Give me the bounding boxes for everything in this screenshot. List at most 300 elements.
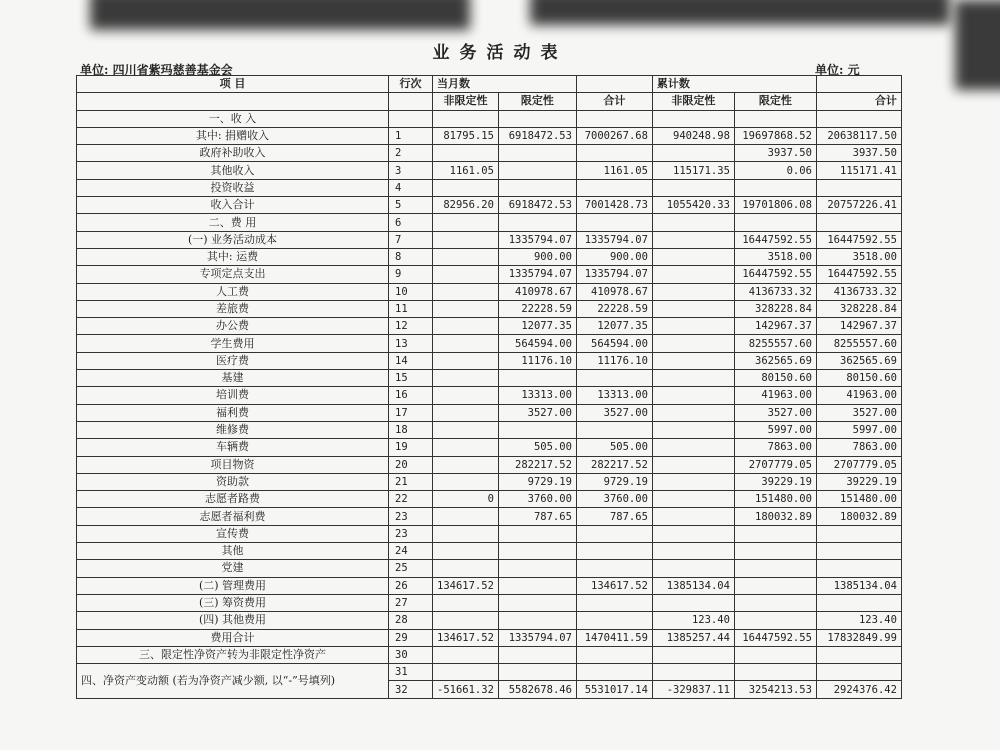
row-line-number: 7 [389,231,433,248]
cell-month-total: 134617.52 [576,577,652,594]
row-line-number: 21 [389,473,433,490]
cell-month-unrestricted [433,560,499,577]
cell-cum-total: 7863.00 [816,439,901,456]
cell-cum-restricted: 362565.69 [734,352,816,369]
row-item-label: 人工费 [77,283,389,300]
row-item-label: 二、费 用 [77,214,389,231]
cell-cum-total: 142967.37 [816,318,901,335]
row-line-number: 9 [389,266,433,283]
row-item-label: 其中: 捐赠收入 [77,127,389,144]
table-row [77,283,902,300]
row-line-number: 11 [389,300,433,317]
table-row [77,352,902,369]
cell-cum-unrestricted [652,387,734,404]
organization-label: 单位: 四川省紫玛慈善基金会 [80,63,233,77]
table-row [77,145,902,162]
header-cum-total: 合计 [816,93,901,110]
cell-cum-unrestricted [652,300,734,317]
cell-month-total: 410978.67 [576,283,652,300]
row-line-number: 14 [389,352,433,369]
cell-month-restricted [498,594,576,611]
cell-cum-unrestricted: 1055420.33 [652,197,734,214]
row-item-label: 资助款 [77,473,389,490]
row-item-label: (一) 业务活动成本 [77,231,389,248]
cell-cum-total: 41963.00 [816,387,901,404]
row-item-label: 其他 [77,543,389,560]
cell-cum-total [816,110,901,127]
cell-month-total: 7001428.73 [576,197,652,214]
cell-cum-restricted [734,577,816,594]
table-row [77,525,902,542]
cell-cum-unrestricted [652,248,734,265]
row-line-number: 1 [389,127,433,144]
cell-cum-unrestricted: 1385257.44 [652,629,734,646]
table-row [77,162,902,179]
cell-month-total [576,421,652,438]
table-row [77,127,902,144]
cell-cum-unrestricted [652,404,734,421]
header-month-total: 合计 [576,93,652,110]
table-row [77,473,902,490]
cell-month-total: 505.00 [576,439,652,456]
cell-month-unrestricted [433,231,499,248]
cell-cum-restricted [734,525,816,542]
cell-cum-restricted: 4136733.32 [734,283,816,300]
cell-cum-unrestricted: 123.40 [652,612,734,629]
cell-cum-unrestricted [652,335,734,352]
cell-cum-restricted: 3518.00 [734,248,816,265]
cell-month-total: 1161.05 [576,162,652,179]
row-line-number: 16 [389,387,433,404]
cell-month-unrestricted [433,404,499,421]
cell-month-unrestricted [433,110,499,127]
cell-cum-unrestricted [652,508,734,525]
cell-month-restricted: 3527.00 [498,404,576,421]
cell-cum-unrestricted [652,214,734,231]
row-line-number [389,110,433,127]
cell-month-total: 22228.59 [576,300,652,317]
table-row [77,421,902,438]
row-line-number: 10 [389,283,433,300]
cell-month-restricted [498,612,576,629]
cell-month-total: 12077.35 [576,318,652,335]
cell-cum-unrestricted [652,646,734,663]
cell-month-total [576,612,652,629]
cell-cum-total: 1385134.04 [816,577,901,594]
cell-month-restricted: 564594.00 [498,335,576,352]
table-row [77,629,902,646]
cell-month-total: 1335794.07 [576,231,652,248]
row-item-label: 办公费 [77,318,389,335]
cell-cum-total: 20757226.41 [816,197,901,214]
cell-month-total: 282217.52 [576,456,652,473]
header-month: 当月数 [433,76,499,93]
cell-month-restricted: 505.00 [498,439,576,456]
cell-month-restricted [498,370,576,387]
cell-cum-restricted: 19701806.08 [734,197,816,214]
cell-cum-unrestricted [652,145,734,162]
cell-cum-total: 123.40 [816,612,901,629]
cell-month-restricted [498,525,576,542]
cell-month-unrestricted [433,508,499,525]
cell-month-unrestricted: 81795.15 [433,127,499,144]
cell-month-unrestricted [433,145,499,162]
cell-month-unrestricted [433,266,499,283]
cell-cum-total [816,646,901,663]
cell-month-unrestricted [433,352,499,369]
cell-month-total [576,594,652,611]
cell-month-restricted [498,145,576,162]
business-activity-table [76,75,902,699]
cell-month-unrestricted: -51661.32 [433,681,499,698]
cell-cum-total: 3518.00 [816,248,901,265]
table-row [77,197,902,214]
cell-month-unrestricted [433,473,499,490]
cell-cum-total: 80150.60 [816,370,901,387]
cell-cum-restricted: 19697868.52 [734,127,816,144]
row-line-number: 8 [389,248,433,265]
cell-month-total [576,560,652,577]
cell-cum-total [816,179,901,196]
cell-cum-total: 5997.00 [816,421,901,438]
cell-month-total [576,179,652,196]
row-item-label: 差旅费 [77,300,389,317]
row-line-number: 3 [389,162,433,179]
cell-cum-total: 16447592.55 [816,231,901,248]
row-item-label: 收入合计 [77,197,389,214]
cell-month-unrestricted: 0 [433,491,499,508]
row-item-label: (三) 筹资费用 [77,594,389,611]
cell-cum-total: 328228.84 [816,300,901,317]
cell-month-restricted: 6918472.53 [498,197,576,214]
cell-cum-unrestricted: 115171.35 [652,162,734,179]
cell-cum-total [816,594,901,611]
page-title: 业务活动表 [432,43,568,63]
cell-month-restricted [498,577,576,594]
cell-month-restricted [498,162,576,179]
row-line-number: 6 [389,214,433,231]
table-row-net-change [77,664,902,681]
row-item-label: 宣传费 [77,525,389,542]
cell-month-restricted: 1335794.07 [498,231,576,248]
cell-cum-unrestricted [652,525,734,542]
row-line-number: 12 [389,318,433,335]
cell-month-restricted: 282217.52 [498,456,576,473]
table-row [77,110,902,127]
cell-cum-restricted: 2707779.05 [734,456,816,473]
row-line-number: 13 [389,335,433,352]
cell-month-total: 900.00 [576,248,652,265]
cell-cum-total: 180032.89 [816,508,901,525]
cell-cum-restricted: 3254213.53 [734,681,816,698]
cell-cum-total: 16447592.55 [816,266,901,283]
cell-month-total: 5531017.14 [576,681,652,698]
table-row [77,594,902,611]
table-row [77,300,902,317]
row-line-number: 23 [389,508,433,525]
table-row [77,577,902,594]
cell-cum-total: 2707779.05 [816,456,901,473]
row-item-label: 学生费用 [77,335,389,352]
cell-cum-restricted: 16447592.55 [734,231,816,248]
cell-month-unrestricted [433,335,499,352]
cell-month-unrestricted [433,646,499,663]
cell-cum-restricted: 5997.00 [734,421,816,438]
cell-cum-restricted [734,543,816,560]
cell-cum-total: 115171.41 [816,162,901,179]
cell-month-restricted: 13313.00 [498,387,576,404]
cell-cum-total [816,214,901,231]
cell-cum-unrestricted [652,456,734,473]
table-row [77,646,902,663]
row-line-number: 5 [389,197,433,214]
cell-cum-unrestricted: -329837.11 [652,681,734,698]
cell-cum-total: 3937.50 [816,145,901,162]
row-line-number: 15 [389,370,433,387]
cell-cum-restricted [734,646,816,663]
table-row [77,179,902,196]
cell-month-restricted [498,110,576,127]
table-header-row-2 [77,93,902,110]
cell-month-unrestricted [433,283,499,300]
cell-month-unrestricted [433,525,499,542]
cell-month-restricted [498,560,576,577]
cell-month-total: 9729.19 [576,473,652,490]
cell-month-total: 11176.10 [576,352,652,369]
row-item-label: 投资收益 [77,179,389,196]
cell-cum-restricted [734,594,816,611]
table-row [77,231,902,248]
cell-month-total: 3527.00 [576,404,652,421]
cell-month-restricted: 22228.59 [498,300,576,317]
row-item-label: (二) 管理费用 [77,577,389,594]
cell-month-restricted: 410978.67 [498,283,576,300]
cell-month-restricted [498,421,576,438]
cell-cum-restricted [734,110,816,127]
cell-month-unrestricted [433,456,499,473]
cell-month-unrestricted [433,318,499,335]
cell-month-unrestricted [433,543,499,560]
cell-cum-unrestricted [652,560,734,577]
cell-cum-restricted [734,612,816,629]
table-row [77,508,902,525]
cell-month-total: 13313.00 [576,387,652,404]
row-item-label: 医疗费 [77,352,389,369]
cell-month-unrestricted [433,248,499,265]
cell-month-total: 787.65 [576,508,652,525]
cell-cum-unrestricted [652,318,734,335]
cell-cum-restricted: 41963.00 [734,387,816,404]
header-line: 行次 [389,76,433,93]
cell-month-restricted [498,179,576,196]
row-line-number: 20 [389,456,433,473]
cell-month-restricted: 1335794.07 [498,266,576,283]
cell-cum-total: 362565.69 [816,352,901,369]
cell-month-unrestricted [433,370,499,387]
table-row [77,491,902,508]
table-header-row-1 [77,76,902,93]
cell-cum-restricted: 142967.37 [734,318,816,335]
cell-month-restricted: 5582678.46 [498,681,576,698]
cell-cum-unrestricted [652,231,734,248]
row-item-label: 维修费 [77,421,389,438]
row-line-number: 4 [389,179,433,196]
cell-cum-unrestricted [652,594,734,611]
currency-unit-label: 单位: 元 [815,63,860,77]
row-line-number: 19 [389,439,433,456]
row-item-label: 专项定点支出 [77,266,389,283]
cell-month-total: 1470411.59 [576,629,652,646]
cell-cum-total: 39229.19 [816,473,901,490]
row-line-number: 28 [389,612,433,629]
cell-cum-total [816,543,901,560]
table-row [77,439,902,456]
table-row [77,543,902,560]
cell-cum-total: 4136733.32 [816,283,901,300]
row-line-number: 2 [389,145,433,162]
row-item-label: 三、限定性净资产转为非限定性净资产 [77,646,389,663]
table-row [77,387,902,404]
row-item-label: 车辆费 [77,439,389,456]
row-item-label: 福利费 [77,404,389,421]
cell-cum-total: 3527.00 [816,404,901,421]
cell-month-restricted: 11176.10 [498,352,576,369]
cell-cum-total [816,525,901,542]
table-row [77,456,902,473]
cell-month-unrestricted: 82956.20 [433,197,499,214]
row-item-label: 政府补助收入 [77,145,389,162]
cell-cum-restricted [734,214,816,231]
cell-month-unrestricted: 134617.52 [433,577,499,594]
table-row [77,266,902,283]
row-item-label: 四、净资产变动额 (若为净资产减少额, 以“-”号填列) [77,664,389,699]
row-line-number: 17 [389,404,433,421]
cell-cum-unrestricted [652,283,734,300]
table-row [77,404,902,421]
cell-cum-unrestricted [652,439,734,456]
row-item-label: 培训费 [77,387,389,404]
row-line-number: 25 [389,560,433,577]
cell-cum-unrestricted [652,370,734,387]
row-line-number: 29 [389,629,433,646]
row-item-label: (四) 其他费用 [77,612,389,629]
cell-month-restricted: 3760.00 [498,491,576,508]
row-item-label: 党建 [77,560,389,577]
cell-cum-unrestricted [652,352,734,369]
table-row [77,214,902,231]
cell-cum-restricted: 3937.50 [734,145,816,162]
cell-month-restricted: 9729.19 [498,473,576,490]
cell-cum-unrestricted: 1385134.04 [652,577,734,594]
row-line-number: 22 [389,491,433,508]
cell-month-total [576,646,652,663]
cell-month-unrestricted: 134617.52 [433,629,499,646]
cell-cum-restricted: 180032.89 [734,508,816,525]
cell-month-restricted: 12077.35 [498,318,576,335]
cell-cum-restricted: 7863.00 [734,439,816,456]
cell-month-total [576,525,652,542]
cell-month-restricted [498,214,576,231]
row-item-label: 其他收入 [77,162,389,179]
cell-month-total: 1335794.07 [576,266,652,283]
cell-month-restricted: 6918472.53 [498,127,576,144]
cell-month-unrestricted [433,421,499,438]
row-item-label: 基建 [77,370,389,387]
cell-cum-total: 20638117.50 [816,127,901,144]
row-item-label: 一、收 入 [77,110,389,127]
row-line-number: 30 [389,646,433,663]
cell-month-total: 564594.00 [576,335,652,352]
cell-month-total [576,145,652,162]
table-row [77,370,902,387]
cell-cum-restricted: 80150.60 [734,370,816,387]
cell-cum-unrestricted [652,110,734,127]
header-item: 项 目 [77,76,389,93]
cell-cum-restricted [734,560,816,577]
cell-cum-restricted: 3527.00 [734,404,816,421]
header-cum-unrestricted: 非限定性 [652,93,734,110]
scan-shadow-top [90,0,470,30]
cell-cum-unrestricted [652,473,734,490]
row-item-label: 费用合计 [77,629,389,646]
cell-cum-total: 17832849.99 [816,629,901,646]
cell-cum-unrestricted [652,266,734,283]
cell-cum-restricted: 8255557.60 [734,335,816,352]
cell-month-unrestricted [433,300,499,317]
row-item-label: 志愿者路费 [77,491,389,508]
cell-cum-total: 151480.00 [816,491,901,508]
table-row [77,335,902,352]
row-line-number: 31 [389,664,433,681]
cell-cum-unrestricted: 940248.98 [652,127,734,144]
cell-cum-total: 2924376.42 [816,681,901,698]
table-row [77,248,902,265]
header-cum-restricted: 限定性 [734,93,816,110]
cell-cum-total [816,560,901,577]
cell-cum-unrestricted [652,179,734,196]
cell-cum-unrestricted [652,491,734,508]
cell-cum-total: 8255557.60 [816,335,901,352]
table-row [77,560,902,577]
cell-cum-unrestricted [652,421,734,438]
row-line-number: 24 [389,543,433,560]
cell-cum-unrestricted [652,543,734,560]
cell-cum-restricted: 16447592.55 [734,266,816,283]
table-row [77,318,902,335]
cell-cum-restricted: 151480.00 [734,491,816,508]
row-line-number: 27 [389,594,433,611]
cell-cum-restricted: 39229.19 [734,473,816,490]
cell-month-restricted: 1335794.07 [498,629,576,646]
cell-month-total [576,543,652,560]
cell-month-restricted: 787.65 [498,508,576,525]
cell-month-total: 7000267.68 [576,127,652,144]
scan-shadow-top-right [530,0,950,25]
cell-month-total [576,370,652,387]
header-month-unrestricted: 非限定性 [433,93,499,110]
cell-month-unrestricted [433,612,499,629]
row-line-number: 26 [389,577,433,594]
row-item-label: 项目物资 [77,456,389,473]
row-item-label: 其中: 运费 [77,248,389,265]
row-line-number: 32 [389,681,433,698]
cell-cum-restricted: 16447592.55 [734,629,816,646]
row-line-number: 23 [389,525,433,542]
cell-month-total: 3760.00 [576,491,652,508]
cell-cum-restricted [734,179,816,196]
row-item-label: 志愿者福利费 [77,508,389,525]
cell-cum-restricted: 0.06 [734,162,816,179]
